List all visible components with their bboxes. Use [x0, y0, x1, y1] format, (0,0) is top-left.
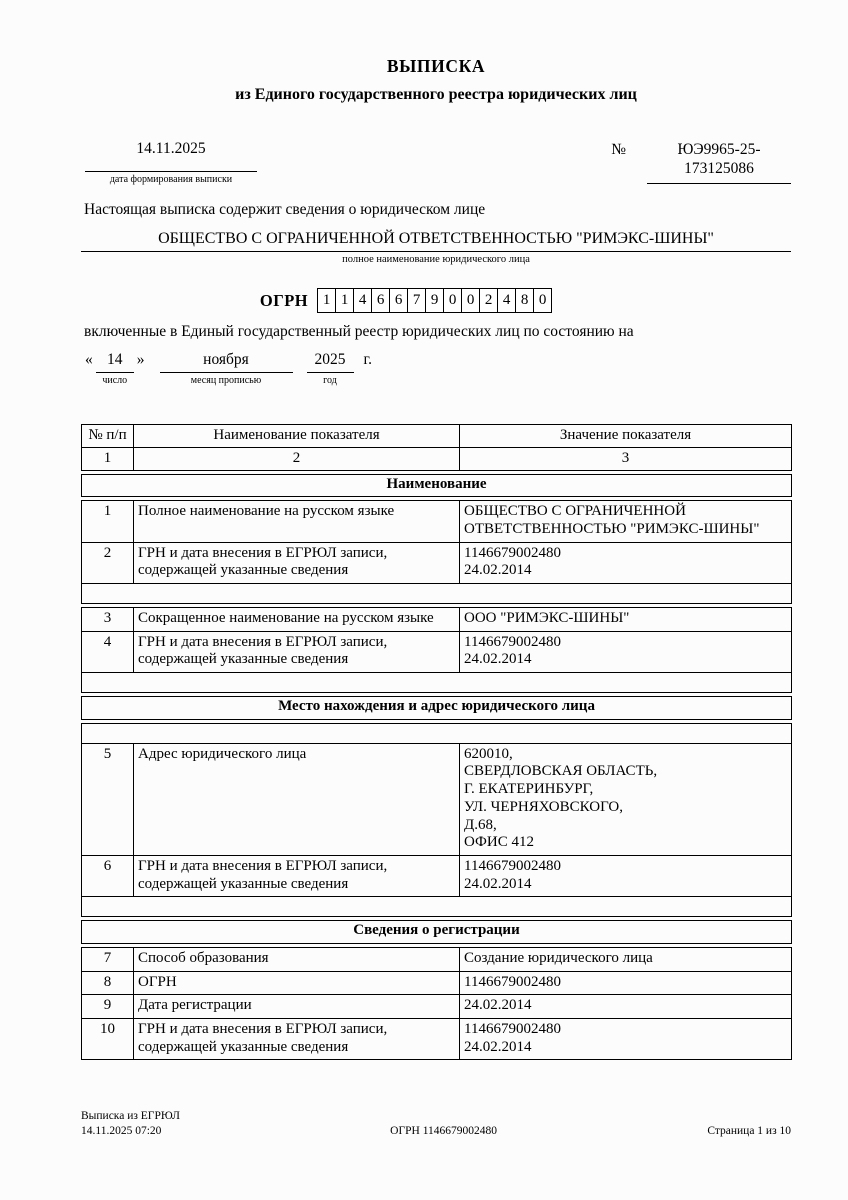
header-cell: Значение показателя — [460, 425, 792, 448]
section-header-table — [81, 474, 792, 498]
spacer-cell — [82, 897, 792, 917]
section-title: Место нахождения и адрес юридического лица — [82, 697, 792, 720]
value-line: 24.02.2014 — [464, 997, 532, 1014]
row-number-cell: 7 — [82, 947, 134, 971]
indicator-value-cell — [460, 542, 792, 583]
ogrn-digit: 6 — [371, 288, 390, 313]
value-line: 620010, — [464, 745, 513, 762]
spacer-row — [82, 723, 792, 743]
indicator-name-cell: ГРН и дата внесения в ЕГРЮЛ записи, содержащей указанные сведения — [134, 542, 460, 583]
indicator-value-cell — [460, 947, 792, 971]
spacer-cell — [82, 723, 792, 743]
row-number-cell: 3 — [82, 608, 134, 632]
quote-close: » — [136, 351, 145, 369]
value-line: 24.02.2014 — [464, 1038, 532, 1055]
footer-left — [81, 1109, 180, 1139]
row-number-cell: 4 — [82, 631, 134, 672]
footer-ogrn: ОГРН 1146679002480 — [390, 1125, 498, 1138]
rows-table — [81, 607, 792, 693]
table-row — [82, 855, 792, 896]
indicator-name-cell: ГРН и дата внесения в ЕГРЮЛ записи, содержащей указанные сведения — [134, 855, 460, 896]
ogrn-digit: 1 — [335, 288, 354, 313]
table-row — [82, 1019, 792, 1060]
document-number-line: 173125086 — [684, 160, 754, 178]
page-footer — [81, 1109, 791, 1139]
ogrn-digit: 1 — [317, 288, 336, 313]
document-number-line: ЮЭ9965-25- — [677, 141, 761, 158]
formation-date-label: дата формирования выписки — [109, 174, 233, 185]
quote-open: « — [85, 351, 93, 369]
value-line: ОФИС 412 — [464, 834, 534, 851]
value-line: ОБЩЕСТВО С ОГРАНИЧЕННОЙ ОТВЕТСТВЕННОСТЬЮ "РИМЭКС-ШИНЫ" — [464, 503, 760, 537]
table-row — [82, 947, 792, 971]
spacer-row — [82, 584, 792, 604]
spacer-cell — [82, 584, 792, 604]
indicator-name-cell: Дата регистрации — [134, 995, 460, 1019]
included-statement: включенные в Единый государственный реестр юридических лиц по состоянию на — [84, 323, 634, 341]
ogrn-digit: 8 — [515, 288, 534, 313]
header-cell: № п/п — [82, 425, 134, 448]
document-number-value — [647, 140, 791, 184]
indicator-value-cell — [460, 995, 792, 1019]
as-of-year-label: год — [323, 375, 337, 387]
indicator-value-cell — [460, 631, 792, 672]
formation-date-value: 14.11.2025 — [85, 140, 257, 172]
indicator-name-cell: Полное наименование на русском языке — [134, 501, 460, 542]
registry-table — [81, 424, 791, 1060]
value-line: УЛ. ЧЕРНЯХОВСКОГО, — [464, 798, 623, 815]
value-line: 1146679002480 — [464, 1021, 561, 1037]
section-title: Сведения о регистрации — [82, 921, 792, 944]
as-of-day-field — [96, 351, 134, 386]
as-of-month-label: месяц прописью — [190, 375, 262, 387]
document-subtitle: из Единого государственного реестра юридических лиц — [235, 86, 637, 103]
row-number-cell: 8 — [82, 971, 134, 995]
table-row — [82, 743, 792, 855]
header-cell: Наименование показателя — [134, 425, 460, 448]
date-number-row — [81, 140, 791, 185]
indicator-name-cell: Способ образования — [134, 947, 460, 971]
indicator-name-cell: ГРН и дата внесения в ЕГРЮЛ записи, содержащей указанные сведения — [134, 1019, 460, 1060]
as-of-date-row — [82, 351, 791, 386]
row-number-cell: 10 — [82, 1019, 134, 1060]
document-title: ВЫПИСКА — [386, 56, 486, 76]
as-of-month-field — [160, 351, 293, 386]
as-of-month: ноября — [160, 351, 293, 373]
value-line: ООО "РИМЭКС-ШИНЫ" — [464, 610, 630, 626]
indicator-value-cell — [460, 971, 792, 995]
indicator-name-cell: Сокращенное наименование на русском языке — [134, 608, 460, 632]
value-line: 24.02.2014 — [464, 875, 532, 892]
company-name-label: полное наименование юридического лица — [342, 254, 530, 266]
row-number-cell: 1 — [82, 501, 134, 542]
indicator-value-cell — [460, 501, 792, 542]
indicator-value-cell — [460, 1019, 792, 1060]
ogrn-digit: 7 — [407, 288, 426, 313]
ogrn-row — [81, 288, 731, 313]
section-header-table — [81, 920, 792, 944]
table-column-header — [81, 424, 792, 470]
header-cell: 2 — [134, 447, 460, 470]
table-row — [82, 608, 792, 632]
ogrn-digit: 6 — [389, 288, 408, 313]
table-row — [82, 542, 792, 583]
ogrn-digit: 0 — [443, 288, 462, 313]
rows-table — [81, 723, 792, 918]
section-header-table — [81, 696, 792, 720]
indicator-name-cell: ГРН и дата внесения в ЕГРЮЛ записи, содержащей указанные сведения — [134, 631, 460, 672]
rows-table — [81, 947, 792, 1060]
value-line: СВЕРДЛОВСКАЯ ОБЛАСТЬ, — [464, 763, 658, 780]
table-row — [82, 995, 792, 1019]
intro-statement: Настоящая выписка содержит сведения о юридическом лице — [84, 201, 486, 218]
ogrn-digit: 0 — [533, 288, 552, 313]
indicator-name-cell: ОГРН — [134, 971, 460, 995]
value-line: 1146679002480 — [464, 544, 561, 561]
table-row — [82, 501, 792, 542]
value-line: Создание юридического лица — [464, 949, 653, 966]
value-line: 1146679002480 — [464, 633, 561, 650]
number-sign: № — [611, 141, 626, 158]
row-number-cell: 6 — [82, 855, 134, 896]
indicator-value-cell — [460, 743, 792, 855]
as-of-year-field — [307, 351, 354, 386]
section-header-row — [82, 921, 792, 944]
column-numbers-row — [82, 447, 792, 470]
value-line: 24.02.2014 — [464, 562, 532, 579]
as-of-day: 14 — [96, 351, 134, 373]
row-number-cell: 9 — [82, 995, 134, 1019]
column-headers-row — [82, 425, 792, 448]
ogrn-digit: 9 — [425, 288, 444, 313]
footer-generated-at: 14.11.2025 07:20 — [81, 1125, 162, 1138]
company-name-field — [81, 229, 791, 252]
header-cell: 1 — [82, 447, 134, 470]
row-number-cell: 5 — [82, 743, 134, 855]
section-title: Наименование — [82, 474, 792, 497]
document-number-block — [611, 140, 791, 184]
section-header-row — [82, 697, 792, 720]
value-line: 1146679002480 — [464, 857, 561, 874]
row-number-cell: 2 — [82, 542, 134, 583]
indicator-name-cell: Адрес юридического лица — [134, 743, 460, 855]
spacer-cell — [82, 673, 792, 693]
spacer-row — [82, 897, 792, 917]
company-name: ОБЩЕСТВО С ОГРАНИЧЕННОЙ ОТВЕТСТВЕННОСТЬЮ "РИМЭКС-ШИНЫ" — [158, 230, 714, 247]
ogrn-digit-boxes — [317, 288, 552, 313]
ogrn-digit: 4 — [497, 288, 516, 313]
ogrn-digit: 2 — [479, 288, 498, 313]
spacer-row — [82, 673, 792, 693]
footer-doc-type: Выписка из ЕГРЮЛ — [81, 1110, 180, 1123]
footer-page-info: Страница 1 из 10 — [707, 1125, 791, 1138]
year-suffix: г. — [363, 351, 372, 369]
rows-table — [81, 500, 792, 604]
as-of-year: 2025 — [307, 351, 354, 373]
value-line: 24.02.2014 — [464, 651, 532, 668]
section-header-row — [82, 474, 792, 497]
header-cell: 3 — [460, 447, 792, 470]
indicator-value-cell — [460, 608, 792, 632]
ogrn-digit: 4 — [353, 288, 372, 313]
formation-date-block — [85, 140, 257, 185]
ogrn-label: ОГРН — [259, 290, 309, 310]
value-line: 1146679002480 — [464, 973, 561, 990]
value-line: Г. ЕКАТЕРИНБУРГ, — [464, 781, 594, 798]
table-row — [82, 631, 792, 672]
indicator-value-cell — [460, 855, 792, 896]
table-row — [82, 971, 792, 995]
as-of-day-label: число — [102, 375, 128, 387]
ogrn-digit: 0 — [461, 288, 480, 313]
value-line: Д.68, — [464, 816, 497, 833]
